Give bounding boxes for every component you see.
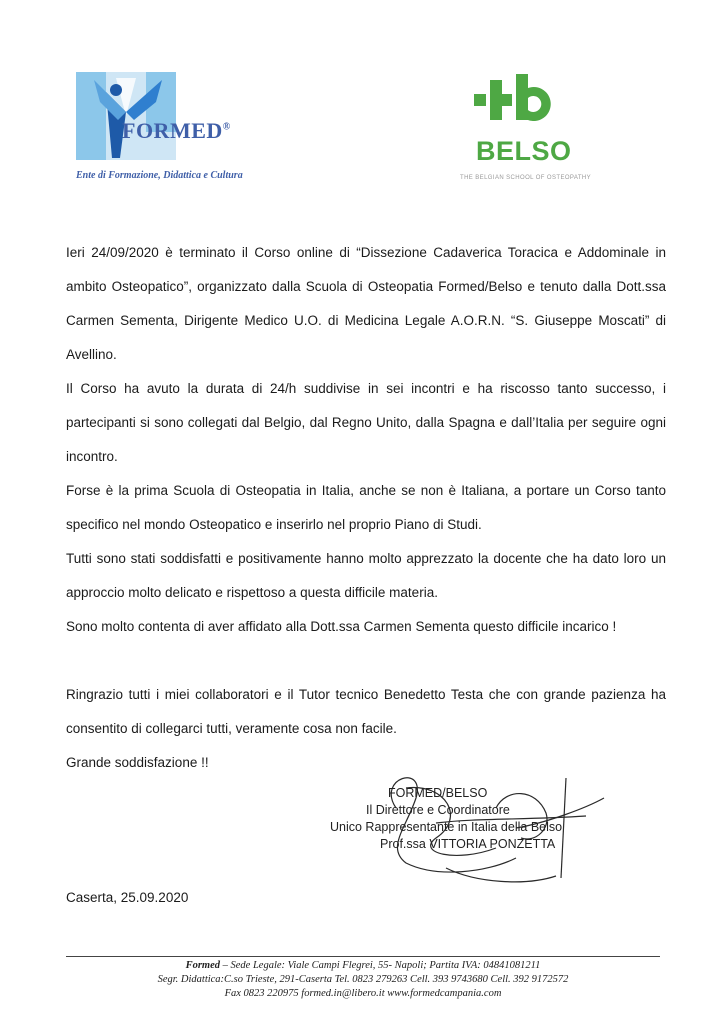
belso-logo bbox=[452, 72, 592, 184]
paragraph: Ringrazio tutti i miei collaboratori e il Tutor tecnico Benedetto Testa che con grande pazienza ha consentito di collegarci tutti, veramente cosa non facile. bbox=[66, 687, 666, 736]
paragraph: Forse è la prima Scuola di Osteopatia in Italia, anche se non è Italiana, a portare un Corso tanto specifico nel mondo Osteopatico e inserirlo nel proprio Piano di Studi. bbox=[66, 483, 666, 532]
paragraph: Ieri 24/09/2020 è terminato il Corso online di “Dissezione Cadaverica Toracica e Addominale in ambito Osteopatico”, organizzato dalla Scuola di Osteopatia Formed/Belso e tenuto dalla Dott.ssa Carmen Sementa, Dirigente Medico U.O. di Medicina Legale A.O.R.N. “S. Giuseppe Moscati” di Avellino. bbox=[66, 245, 666, 362]
signature-line: Prof.ssa VITTORIA PONZETTA bbox=[380, 837, 556, 851]
paragraph: Sono molto contenta di aver affidato alla Dott.ssa Carmen Sementa questo difficile incarico ! bbox=[66, 619, 617, 634]
paragraph: Tutti sono stati soddisfatti e positivamente hanno molto apprezzato la docente che ha dato loro un approccio molto delicato e rispettoso a questa difficile materia. bbox=[66, 551, 666, 600]
signature-line: FORMED/BELSO bbox=[388, 786, 488, 800]
place-date: Caserta, 25.09.2020 bbox=[66, 890, 189, 905]
winged-figure-icon bbox=[76, 72, 176, 160]
formed-wordmark: FORMED® bbox=[122, 118, 231, 143]
footer-line: Segr. Didattica:C.so Trieste, 291-Caserta Tel. 0823 279263 Cell. 393 9743680 Cell. 392 9172572 bbox=[157, 974, 569, 985]
signature-line: Il Direttore e Coordinatore bbox=[366, 803, 510, 817]
belso-subtitle: THE BELGIAN SCHOOL OF OSTEOPATHY bbox=[460, 175, 592, 181]
paragraph: Il Corso ha avuto la durata di 24/h suddivise in sei incontri e ha riscosso tanto successo, i partecipanti si sono collegati dal Belgio, dal Regno Unito, dalla Spagna e dall’Italia per seguire ogni incontro. bbox=[66, 381, 666, 464]
letterhead-footer bbox=[66, 959, 660, 1001]
paragraph: Grande soddisfazione !! bbox=[66, 755, 209, 770]
belso-wordmark: BELSO bbox=[476, 136, 572, 166]
footer-line: Fax 0823 220975 formed.in@libero.it www.formedcampania.com bbox=[224, 988, 502, 999]
signature-line: Unico Rappresentante in Italia della Belso bbox=[330, 820, 563, 834]
footer-line: Formed – Sede Legale: Viale Campi Flegrei, 55- Napoli; Partita IVA: 04841081211 bbox=[185, 960, 541, 971]
signature-block bbox=[326, 786, 606, 876]
letter-body bbox=[66, 236, 666, 780]
formed-tagline: Ente di Formazione, Didattica e Cultura bbox=[76, 170, 243, 181]
footer-divider bbox=[66, 956, 660, 957]
formed-logo bbox=[76, 72, 243, 184]
belso-mark-icon bbox=[474, 74, 564, 130]
